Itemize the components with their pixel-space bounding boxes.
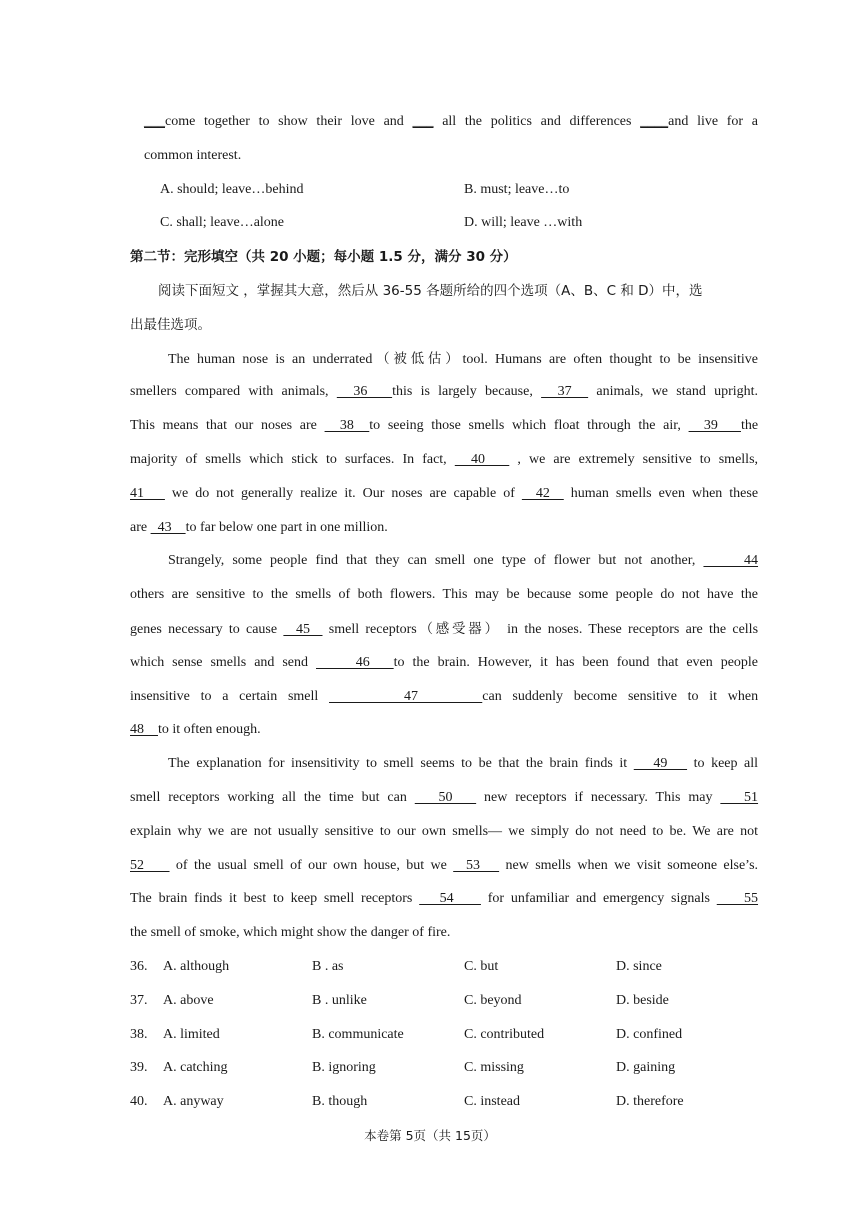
question-number: 37. bbox=[130, 992, 148, 1008]
text: This means that our noses are bbox=[130, 418, 317, 434]
text: smellers compared with animals, bbox=[130, 384, 329, 400]
text: to far below one part in one million. bbox=[185, 519, 388, 535]
word: a bbox=[222, 688, 229, 704]
option-d: D. will; leave …with bbox=[464, 215, 583, 231]
passage-line bbox=[130, 716, 758, 750]
blank-55: 55 bbox=[716, 891, 759, 907]
blank-39: 39 bbox=[688, 418, 741, 434]
passage-line bbox=[130, 784, 758, 818]
word: it bbox=[709, 688, 718, 704]
option-c: C. beyond bbox=[464, 992, 522, 1008]
text: are bbox=[130, 519, 148, 535]
blank-36: 36 bbox=[336, 384, 393, 400]
word: to bbox=[687, 688, 699, 704]
text: to seeing those smells which float through the air, bbox=[369, 418, 681, 434]
text: in the noses. These receptors are the cells bbox=[507, 621, 759, 637]
option-a: A. above bbox=[163, 992, 214, 1008]
question-number: 36. bbox=[130, 958, 148, 974]
text: , we are extremely sensitive to smells, bbox=[517, 451, 759, 467]
option-d: D. since bbox=[616, 958, 662, 974]
passage-line: others are sensitive to the smells of both flowers. This may be because some people do not have the bbox=[130, 587, 758, 603]
question-row-37 bbox=[130, 987, 758, 1021]
text: The brain finds it best to keep smell receptors bbox=[130, 891, 413, 907]
word: when bbox=[727, 688, 759, 704]
passage-line bbox=[130, 412, 758, 446]
blank-53: 53 bbox=[453, 857, 500, 873]
blank-51: 51 bbox=[720, 789, 759, 805]
text: we do not generally realize it. Our noses are capable of bbox=[171, 485, 515, 501]
passage-line bbox=[130, 750, 758, 784]
gloss: （被低估） bbox=[372, 350, 463, 367]
question-row-38 bbox=[130, 1021, 758, 1055]
option-d: D. gaining bbox=[616, 1060, 676, 1076]
blank-43: 43 bbox=[150, 519, 186, 535]
q35-options-row-1 bbox=[130, 176, 758, 210]
option-c: C. missing bbox=[464, 1060, 524, 1076]
option-b: B. though bbox=[312, 1094, 368, 1110]
word: can bbox=[482, 688, 502, 704]
option-c: C. contributed bbox=[464, 1026, 545, 1042]
page-footer: 本卷第 5页（共 15页） bbox=[364, 1128, 496, 1143]
passage-line bbox=[130, 885, 758, 919]
blank-45: 45 bbox=[283, 621, 323, 637]
option-d: D. beside bbox=[616, 992, 669, 1008]
text: of the usual smell of our own house, but we bbox=[175, 857, 447, 873]
text: for unfamiliar and emergency signals bbox=[487, 891, 710, 907]
text: come together to show their love and bbox=[165, 114, 413, 129]
blank: ___ bbox=[412, 114, 434, 129]
text: smell receptors bbox=[328, 621, 417, 637]
text: this is largely because, bbox=[392, 384, 533, 400]
text: human smells even when these bbox=[570, 485, 759, 501]
passage-line bbox=[130, 615, 758, 649]
option-c: C. instead bbox=[464, 1094, 520, 1110]
word: become bbox=[573, 688, 618, 704]
passage-line bbox=[130, 345, 758, 379]
word: to bbox=[200, 688, 212, 704]
option-c: C. but bbox=[464, 958, 499, 974]
blank: ___ bbox=[144, 114, 165, 129]
q35-stem-line1 bbox=[130, 108, 758, 142]
blank-52: 52 bbox=[130, 857, 170, 873]
passage-line bbox=[130, 547, 758, 581]
blank-41: 41 bbox=[130, 485, 165, 501]
question-row-39 bbox=[130, 1054, 758, 1088]
passage-line bbox=[130, 480, 758, 514]
word: smell bbox=[287, 688, 319, 704]
blank-48: 48 bbox=[130, 722, 158, 738]
question-number: 39. bbox=[130, 1060, 148, 1076]
text: new receptors if necessary. This may bbox=[484, 789, 713, 805]
question-number: 38. bbox=[130, 1026, 148, 1042]
option-a: A. should; leave…behind bbox=[160, 181, 304, 197]
passage-line bbox=[130, 446, 758, 480]
section-instruction-line2: 出最佳选项。 bbox=[130, 316, 211, 333]
q35-options-row-2 bbox=[130, 209, 758, 243]
blank-38: 38 bbox=[324, 418, 370, 434]
q35-stem-line2: common interest. bbox=[144, 147, 242, 163]
text: to the brain. However, it has been found that even people bbox=[393, 654, 759, 670]
passage-line bbox=[130, 683, 758, 717]
text: new smells when we visit someone else’s. bbox=[505, 857, 759, 873]
section-heading: 第二节：完形填空（共 20 小题；每小题 1.5 分，满分 30 分） bbox=[130, 249, 517, 266]
blank-50: 50 bbox=[414, 789, 477, 805]
option-b: B . unlike bbox=[312, 992, 367, 1008]
text: animals, we stand upright. bbox=[596, 384, 759, 400]
option-a: A. catching bbox=[163, 1060, 228, 1076]
question-number: 40. bbox=[130, 1094, 148, 1110]
blank-40: 40 bbox=[454, 451, 510, 467]
text: genes necessary to cause bbox=[130, 621, 278, 637]
text: Strangely, some people find that they can smell one type of flower but not another, bbox=[168, 553, 696, 569]
word: certain bbox=[239, 688, 278, 704]
blank-49: 49 bbox=[633, 756, 688, 772]
option-b: B. communicate bbox=[312, 1026, 404, 1042]
text: the bbox=[740, 418, 759, 434]
blank-37: 37 bbox=[541, 384, 589, 400]
text: to it often enough. bbox=[158, 722, 261, 738]
blank-42: 42 bbox=[521, 485, 564, 501]
passage-line bbox=[130, 378, 758, 412]
blank-47: 47 bbox=[329, 688, 483, 704]
option-a: A. although bbox=[163, 958, 230, 974]
section-instruction-line1: 阅读下面短文 ，掌握其大意，然后从 36-55 各题所给的四个选项（A、B、C 和 D）中，选 bbox=[158, 282, 703, 299]
option-b: B. must; leave…to bbox=[464, 181, 570, 197]
passage-line bbox=[130, 649, 758, 683]
word: insensitive bbox=[130, 688, 190, 704]
text: to keep all bbox=[693, 756, 759, 772]
gloss: （感受器） bbox=[416, 620, 501, 637]
blank-44: 44 bbox=[703, 553, 759, 569]
text: The human nose is an underrated bbox=[168, 351, 373, 367]
question-row-36 bbox=[130, 953, 758, 987]
text: all the politics and differences bbox=[433, 114, 641, 129]
option-b: B . as bbox=[312, 958, 344, 974]
word: sensitive bbox=[627, 688, 677, 704]
option-d: D. therefore bbox=[616, 1094, 684, 1110]
blank-54: 54 bbox=[419, 891, 481, 907]
passage-line: explain why we are not usually sensitive to our own smells— we simply do not need to be. We are not bbox=[130, 823, 758, 839]
passage-line bbox=[130, 852, 758, 886]
blank-46: 46 bbox=[316, 654, 394, 670]
passage-line: the smell of smoke, which might show the danger of fire. bbox=[130, 925, 451, 941]
option-c: C. shall; leave…alone bbox=[160, 215, 285, 231]
text: smell receptors working all the time but can bbox=[130, 789, 407, 805]
option-a: A. anyway bbox=[163, 1094, 224, 1110]
option-b: B. ignoring bbox=[312, 1060, 376, 1076]
option-d: D. confined bbox=[616, 1026, 683, 1042]
exam-page bbox=[130, 108, 758, 1122]
question-row-40 bbox=[130, 1088, 758, 1122]
text: tool. Humans are often thought to be insensitive bbox=[462, 351, 759, 367]
passage-line bbox=[130, 514, 758, 548]
blank: ____ bbox=[640, 114, 669, 129]
word: suddenly bbox=[512, 688, 563, 704]
text: The explanation for insensitivity to smell seems to be that the brain finds it bbox=[168, 756, 628, 772]
option-a: A. limited bbox=[163, 1026, 220, 1042]
text: majority of smells which stick to surfaces. In fact, bbox=[130, 451, 447, 467]
text: and live for a bbox=[668, 114, 758, 129]
text: which sense smells and send bbox=[130, 654, 309, 670]
